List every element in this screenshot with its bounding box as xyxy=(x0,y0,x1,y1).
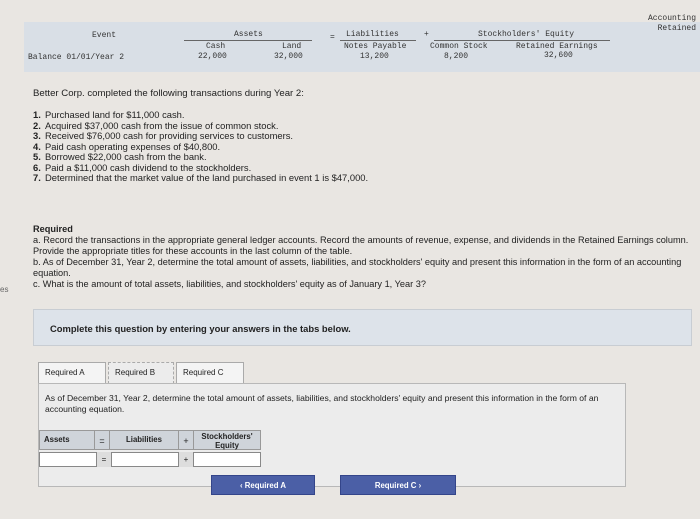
col-retained-earnings: Retained Earnings xyxy=(516,42,598,51)
accounting-label: Accounting xyxy=(647,14,696,23)
col-notes-payable: Notes Payable xyxy=(344,42,407,51)
cash-value: 22,000 xyxy=(198,52,227,61)
tab-panel-required-b xyxy=(38,383,626,487)
instructions-text: Complete this question by entering your answers in the tabs below. xyxy=(50,323,351,334)
retained-label: Retained xyxy=(657,24,696,33)
required-b-text: b. As of December 31, Year 2, determine the total amount of assets, liabilities, and stockholders' equity and present this information in the form of an accounting equation. xyxy=(33,257,682,278)
assets-column-header: Assets xyxy=(39,430,95,450)
col-land: Land xyxy=(282,42,302,51)
tab-required-a[interactable]: Required A xyxy=(38,362,106,384)
list-item: 4. Paid cash operating expenses of $40,800. xyxy=(33,140,221,152)
equity-header: Stockholders' Equity xyxy=(478,30,575,39)
question-text: As of December 31, Year 2, determine the total amount of assets, liabilities, and stockholders' equity and present this information in the form of an accounting equation. xyxy=(45,393,599,414)
assets-underline xyxy=(184,40,312,41)
liabilities-underline xyxy=(340,40,416,41)
equity-underline xyxy=(434,40,610,41)
balance-row-label: Balance 01/01/Year 2 xyxy=(28,53,125,62)
liabilities-header: Liabilities xyxy=(346,30,399,39)
assets-input[interactable] xyxy=(39,452,97,467)
common-value: 8,200 xyxy=(444,52,469,61)
ledger-table xyxy=(24,14,700,72)
equity-input[interactable] xyxy=(193,452,261,467)
tab-required-c[interactable]: Required C xyxy=(176,362,244,384)
prev-required-a-button[interactable]: ‹ Required A xyxy=(211,475,315,495)
required-c-text: c. What is the amount of total assets, liabilities, and stockholders' equity as of January 1, Year 3? xyxy=(33,279,426,289)
liabilities-input[interactable] xyxy=(111,452,179,467)
equity-column-header: Stockholders' Equity xyxy=(193,430,261,450)
required-heading: Required xyxy=(33,224,73,234)
list-item: 6. Paid a $11,000 cash dividend to the stockholders. xyxy=(33,161,252,173)
accounting-column-header xyxy=(648,14,696,34)
list-item: 7. Determined that the market value of the land purchased in event 1 is $47,000. xyxy=(33,172,369,183)
required-instructions xyxy=(33,224,693,290)
land-value: 32,000 xyxy=(274,52,303,61)
event-header: Event xyxy=(92,31,117,40)
tab-required-b[interactable]: Required B xyxy=(108,362,174,384)
required-a-text: a. Record the transactions in the appropriate general ledger accounts. Record the amounts of revenue, expense, and dividends in the Retained Earnings column. Provide the appropriate titles for these accounts in the last column of the table. xyxy=(33,235,689,256)
assets-header: Assets xyxy=(234,30,263,39)
transaction-list xyxy=(33,110,368,184)
next-required-c-button[interactable]: Required C › xyxy=(340,475,456,495)
list-item: 5. Borrowed $22,000 cash from the bank. xyxy=(33,151,207,162)
equals-operator: = xyxy=(95,430,109,450)
col-common-stock: Common Stock xyxy=(430,42,488,51)
plus-operator-row: + xyxy=(179,452,193,467)
problem-intro: Better Corp. completed the following transactions during Year 2: xyxy=(33,88,304,99)
list-item: 1. Purchased land for $11,000 cash. xyxy=(33,109,185,120)
equals-operator-row: = xyxy=(97,452,111,467)
retained-value: 32,600 xyxy=(544,51,573,60)
plus-operator: + xyxy=(179,430,193,450)
liabilities-column-header: Liabilities xyxy=(109,430,179,450)
margin-fragment: es xyxy=(0,285,9,294)
notes-value: 13,200 xyxy=(360,52,389,61)
list-item: 2. Acquired $37,000 cash from the issue of common stock. xyxy=(33,119,279,131)
list-item: 3. Received $76,000 cash for providing services to customers. xyxy=(33,130,294,141)
col-cash: Cash xyxy=(206,42,226,51)
equals-sign: = xyxy=(330,33,335,42)
plus-sign: + xyxy=(424,30,429,39)
instructions-banner xyxy=(33,309,692,346)
